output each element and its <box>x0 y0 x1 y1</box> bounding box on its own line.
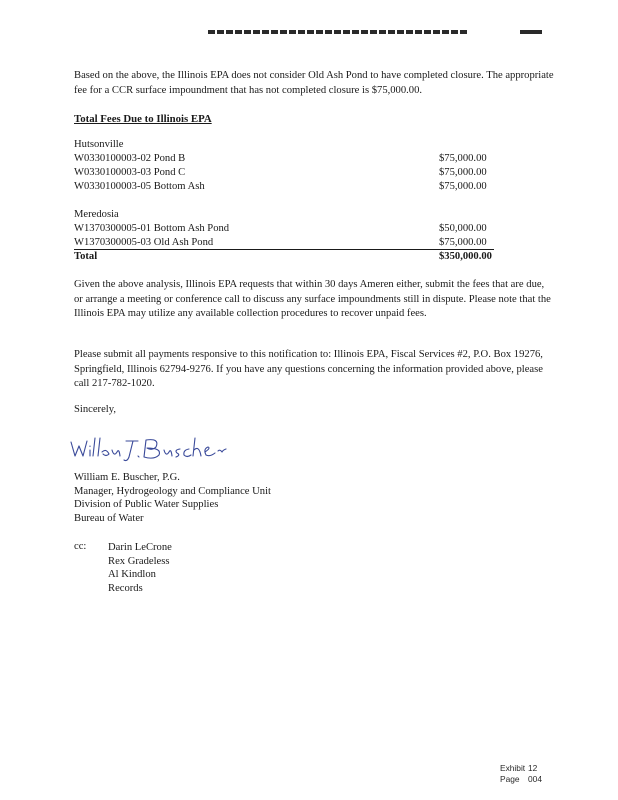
fee-item-id: W0330100003-03 Pond C <box>74 167 186 178</box>
redacted-header-band <box>208 30 468 34</box>
redacted-header-mark <box>520 30 542 34</box>
fee-item-id: W1370300005-03 Old Ash Pond <box>74 237 214 248</box>
payment-paragraph: Please submit all payments responsive to this notification to: Illinois EPA, Fiscal Services #2, P.O. Box 19276, Springfield, Illinois 62794-9276. If you have any questions concerning the information provided above, please call 217-782-1020. <box>74 349 543 390</box>
cc-recipient: Darin LeCrone <box>108 542 172 553</box>
cc-recipient: Rex Gradeless <box>108 555 170 567</box>
fee-item-id: W0330100003-02 Pond B <box>74 153 186 164</box>
fee-row <box>74 166 494 180</box>
page-label: Page <box>500 774 520 784</box>
fee-group-meredosia: Meredosia <box>74 209 119 220</box>
cc-label: cc: <box>74 541 87 552</box>
total-amount: $350,000.00 <box>439 251 492 262</box>
cc-list <box>108 541 172 595</box>
fee-item-amount: $50,000.00 <box>439 223 487 234</box>
fee-row <box>74 236 494 250</box>
fee-group-hutsonville: Hutsonville <box>74 139 124 150</box>
fees-heading: Total Fees Due to Illinois EPA <box>74 113 212 125</box>
fee-item-amount: $75,000.00 <box>439 181 487 192</box>
fee-item-id: W1370300005-01 Bottom Ash Pond <box>74 223 230 234</box>
signature-block <box>74 471 271 525</box>
fee-row <box>74 180 494 194</box>
request-paragraph: Given the above analysis, Illinois EPA requests that within 30 days Ameren either, submit the fees that are due, or arrange a meeting or conference call to discuss any surface impoundments still in dispute. Please note that the Illinois EPA may utilize any available collection procedures to recover unpaid fees. <box>74 279 551 320</box>
signer-bureau: Bureau of Water <box>74 512 144 524</box>
signer-name: William E. Buscher, P.G. <box>74 472 180 483</box>
handwritten-signature <box>68 430 228 466</box>
fee-total-row <box>74 250 494 264</box>
exhibit-number: 12 <box>528 763 538 773</box>
fee-item-id: W0330100003-05 Bottom Ash <box>74 181 205 192</box>
cc-recipient: Records <box>108 582 143 594</box>
total-label: Total <box>74 251 98 262</box>
exhibit-stamp <box>500 763 542 785</box>
closure-paragraph: Based on the above, the Illinois EPA does not consider Old Ash Pond to have completed closure. The appropriate fee for a CCR surface impoundment that has not completed closure is $75,000.00. <box>74 70 554 96</box>
signer-title: Manager, Hydrogeology and Compliance Unit <box>74 485 271 497</box>
fee-item-amount: $75,000.00 <box>439 167 487 178</box>
fee-item-amount: $75,000.00 <box>439 153 487 164</box>
cc-recipient: Al Kindlon <box>108 569 156 581</box>
page-number: 004 <box>528 774 542 784</box>
salutation: Sincerely, <box>74 404 116 415</box>
fee-item-amount: $75,000.00 <box>439 237 487 248</box>
signer-division: Division of Public Water Supplies <box>74 499 219 511</box>
fee-row <box>74 152 494 166</box>
exhibit-label: Exhibit <box>500 763 526 773</box>
fee-row <box>74 222 494 236</box>
